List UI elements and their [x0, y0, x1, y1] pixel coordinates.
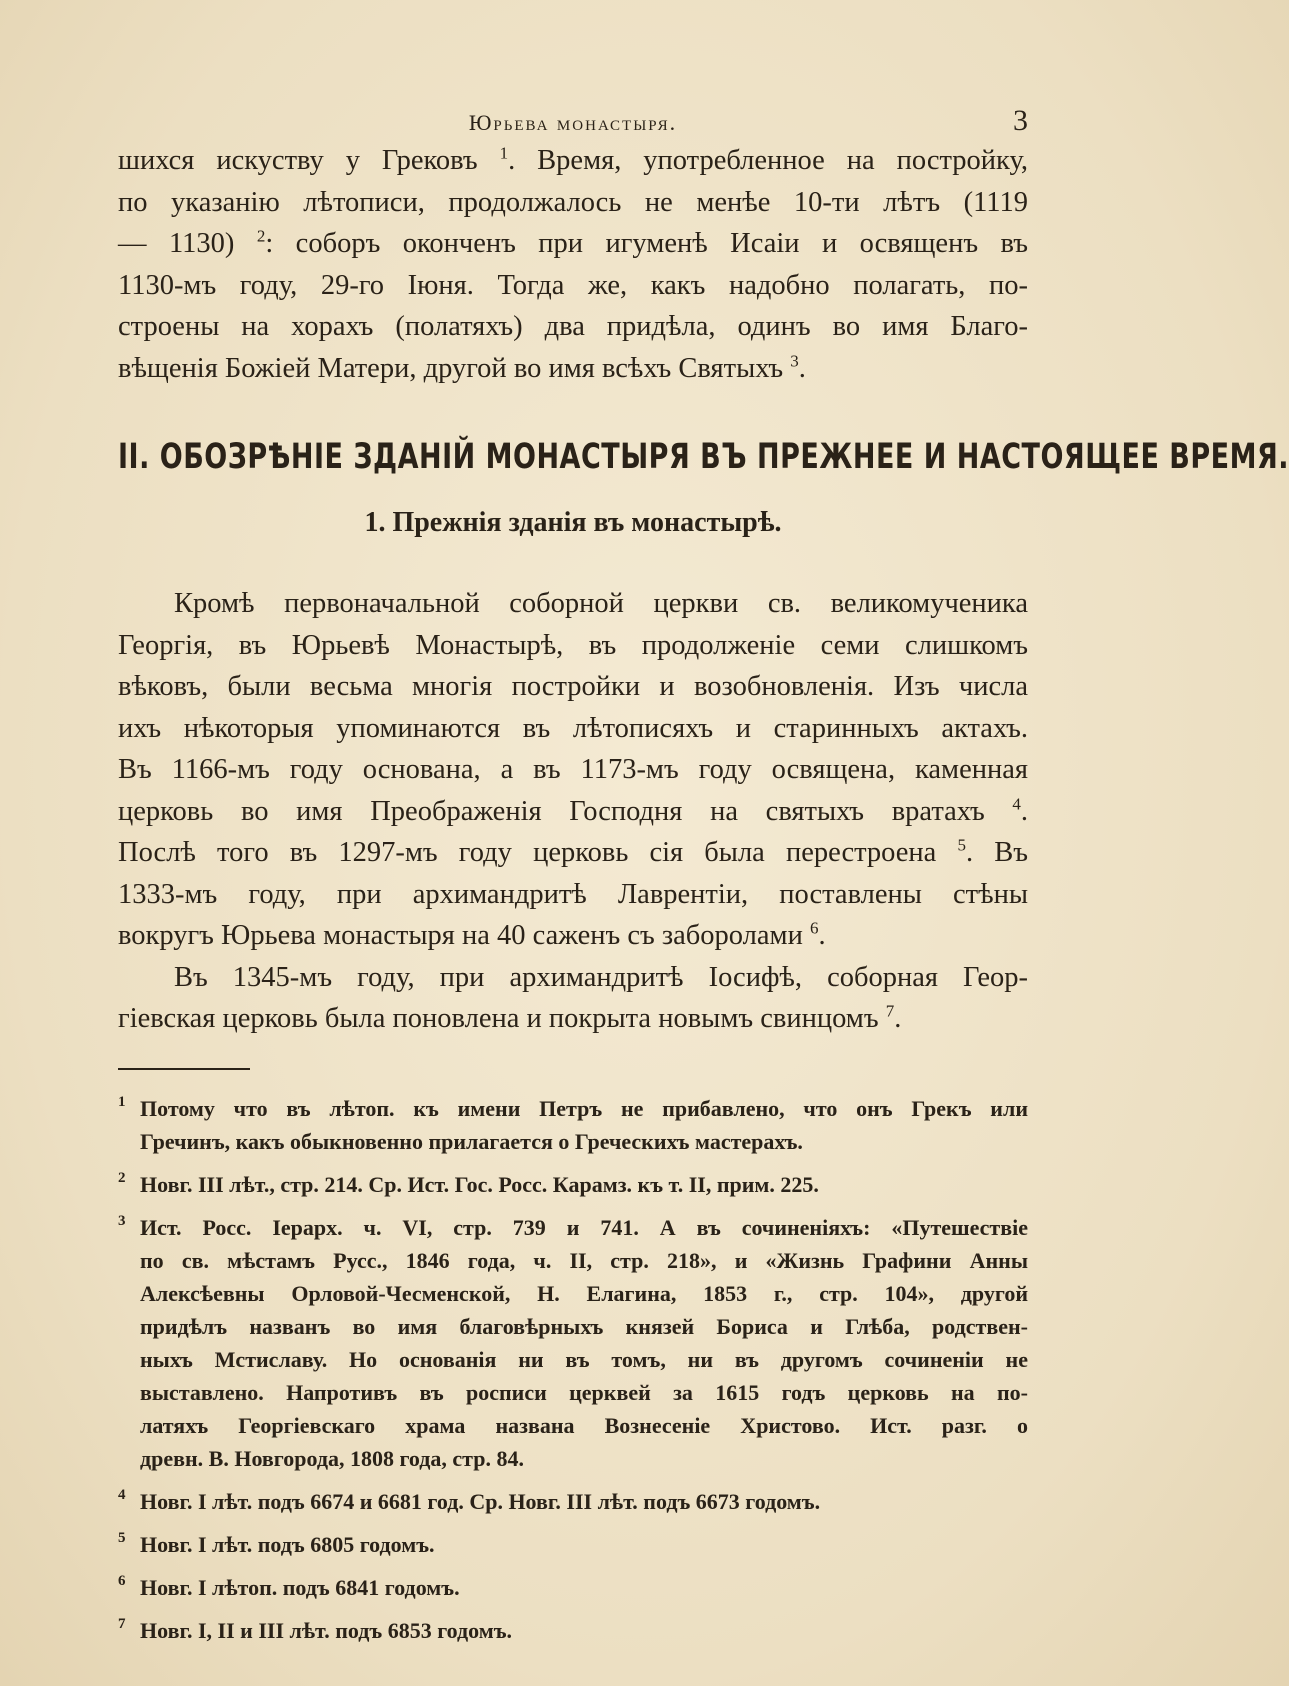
text-line: шихся искуству у Грековъ $^1$. Время, употребленное на постройку, [118, 143, 1028, 176]
footnote-line: Ист. Росс. Іерарх. ч. VI, стр. 739 и 741. А въ сочиненіяхъ: «Путешествіе [140, 1214, 1028, 1240]
footnote-ref: 2 [256, 226, 266, 246]
text-line: церковь во имя Преображенія Господня на святыхъ вратахъ $^4$. [118, 794, 1028, 827]
text-line: Послѣ того въ 1297-мъ году церковь сія была перестроена $^5$. Въ [118, 835, 1029, 868]
running-title: Юрьева монастыря. [468, 110, 678, 135]
footnote-line: латяхъ Георгіевскаго храма названа Вознесеніе Христово. Ист. разг. о [140, 1412, 1028, 1438]
page-number: 3 [1013, 104, 1028, 137]
footnote-line: выставлено. Напротивъ въ росписи церквей за 1615 годъ церковь на по- [140, 1379, 1028, 1405]
footnote-line: Новг. III лѣт., стр. 214. Ср. Ист. Гос. Росс. Карамз. къ т. II, прим. 225. [140, 1171, 819, 1197]
footnote-ref: 4 [1012, 794, 1021, 813]
footnote-line: ныхъ Мстиславу. Но основанія ни въ томъ, ни въ другомъ сочиненіи не [140, 1346, 1028, 1372]
text-line: по указанію лѣтописи, продолжалось не менѣе 10-ти лѣтъ (1119 [118, 186, 1028, 218]
footnote-divider [118, 1068, 250, 1070]
text-line: 1130-мъ году, 29-го Іюня. Тогда же, какъ надобно полагать, по- [118, 269, 1028, 301]
footnote-ref: 6 [809, 918, 819, 938]
footnote-mark: 1 [118, 1093, 126, 1110]
subheading: 1. Прежнія зданія въ монастырѣ. [364, 507, 782, 538]
footnote-ref: 7 [885, 1001, 895, 1021]
footnote-3 [118, 1211, 1028, 1475]
footnote-line: придѣлъ названъ во имя благовѣрныхъ князей Бориса и Глѣба, родствен- [140, 1313, 1028, 1339]
footnote-line: Алексѣевны Орловой-Чесменской, Н. Елагина, 1853 г., стр. 104», другой [140, 1280, 1028, 1306]
text-line: вѣковъ, были весьма многія постройки и возобновленія. Изъ числа [118, 671, 1028, 702]
text-line: Георгія, въ Юрьевѣ Монастырѣ, въ продолженіе семи слишкомъ [118, 629, 1028, 661]
text-line: Въ 1166-мъ году основана, а въ 1173-мъ году освящена, каменная [118, 754, 1028, 785]
footnote-7 [118, 1614, 1028, 1647]
section-heading: II. ОБОЗРѢНІЕ ЗДАНІЙ МОНАСТЫРЯ ВЪ ПРЕЖНЕЕ И НАСТОЯЩЕЕ ВРЕМЯ. [118, 437, 1289, 478]
footnote-5 [118, 1528, 1028, 1561]
running-head [118, 96, 1028, 140]
footnote-mark: 3 [118, 1212, 126, 1229]
footnote-2 [118, 1168, 1028, 1201]
footnote-mark: 2 [118, 1169, 126, 1186]
footnote-mark: 5 [118, 1529, 126, 1546]
footnotes [118, 1092, 1028, 1647]
text-line: 1333-мъ году, при архимандритѣ Лаврентіи, поставлены стѣны [118, 878, 1028, 910]
text-line: — 1130) $^2$: соборъ оконченъ при игуменѣ Исаіи и освященъ въ [118, 226, 1028, 259]
text-line: гіевская церковь была поновлена и покрыта новымъ свинцомъ $^7$. [118, 1001, 902, 1034]
text-line: Въ 1345-мъ году, при архимандритѣ Іосифѣ, соборная Геор- [174, 961, 1028, 993]
footnote-line: Потому что въ лѣтоп. къ имени Петръ не прибавлено, что онъ Грекъ или [140, 1095, 1028, 1121]
book-page [118, 96, 1289, 1657]
footnote-ref: 1 [499, 143, 509, 163]
footnote-line: по св. мѣстамъ Русс., 1846 года, ч. II, стр. 218», и «Жизнь Графини Анны [140, 1247, 1028, 1273]
footnote-line: Новг. I лѣтоп. подъ 6841 годомъ. [140, 1574, 460, 1600]
footnote-line: древн. В. Новгорода, 1808 года, стр. 84. [140, 1445, 524, 1471]
paragraph-buildings [118, 583, 1028, 1040]
intro-paragraph [118, 140, 1028, 389]
footnote-mark: 4 [118, 1486, 126, 1503]
text-line: строены на хорахъ (полатяхъ) два придѣла, одинъ во имя Благо- [118, 311, 1028, 342]
footnote-line: Гречинъ, какъ обыкновенно прилагается о Греческихъ мастерахъ. [140, 1128, 803, 1154]
text-line: вѣщенія Божіей Матери, другой во имя всѣхъ Святыхъ $^3$. [118, 351, 806, 384]
text-line: ихъ нѣкоторыя упоминаются въ лѣтописяхъ и старинныхъ актахъ. [118, 712, 1028, 744]
text-line: вокругъ Юрьева монастыря на 40 саженъ съ заборолами $^6$. [118, 918, 826, 951]
footnote-line: Новг. I лѣт. подъ 6805 годомъ. [140, 1531, 435, 1557]
footnote-1 [118, 1092, 1028, 1158]
footnote-ref: 5 [957, 835, 966, 855]
footnote-line: Новг. I, II и III лѣт. подъ 6853 годомъ. [140, 1617, 513, 1643]
text-line: Кромѣ первоначальной соборной церкви св. великомученика [174, 588, 1028, 619]
footnote-6 [118, 1571, 1028, 1604]
footnote-4 [118, 1485, 1028, 1518]
footnote-mark: 7 [118, 1615, 126, 1632]
footnote-line: Новг. I лѣт. подъ 6674 и 6681 год. Ср. Новг. III лѣт. подъ 6673 годомъ. [140, 1488, 821, 1514]
footnote-mark: 6 [118, 1572, 126, 1589]
footnote-ref: 3 [790, 351, 799, 370]
